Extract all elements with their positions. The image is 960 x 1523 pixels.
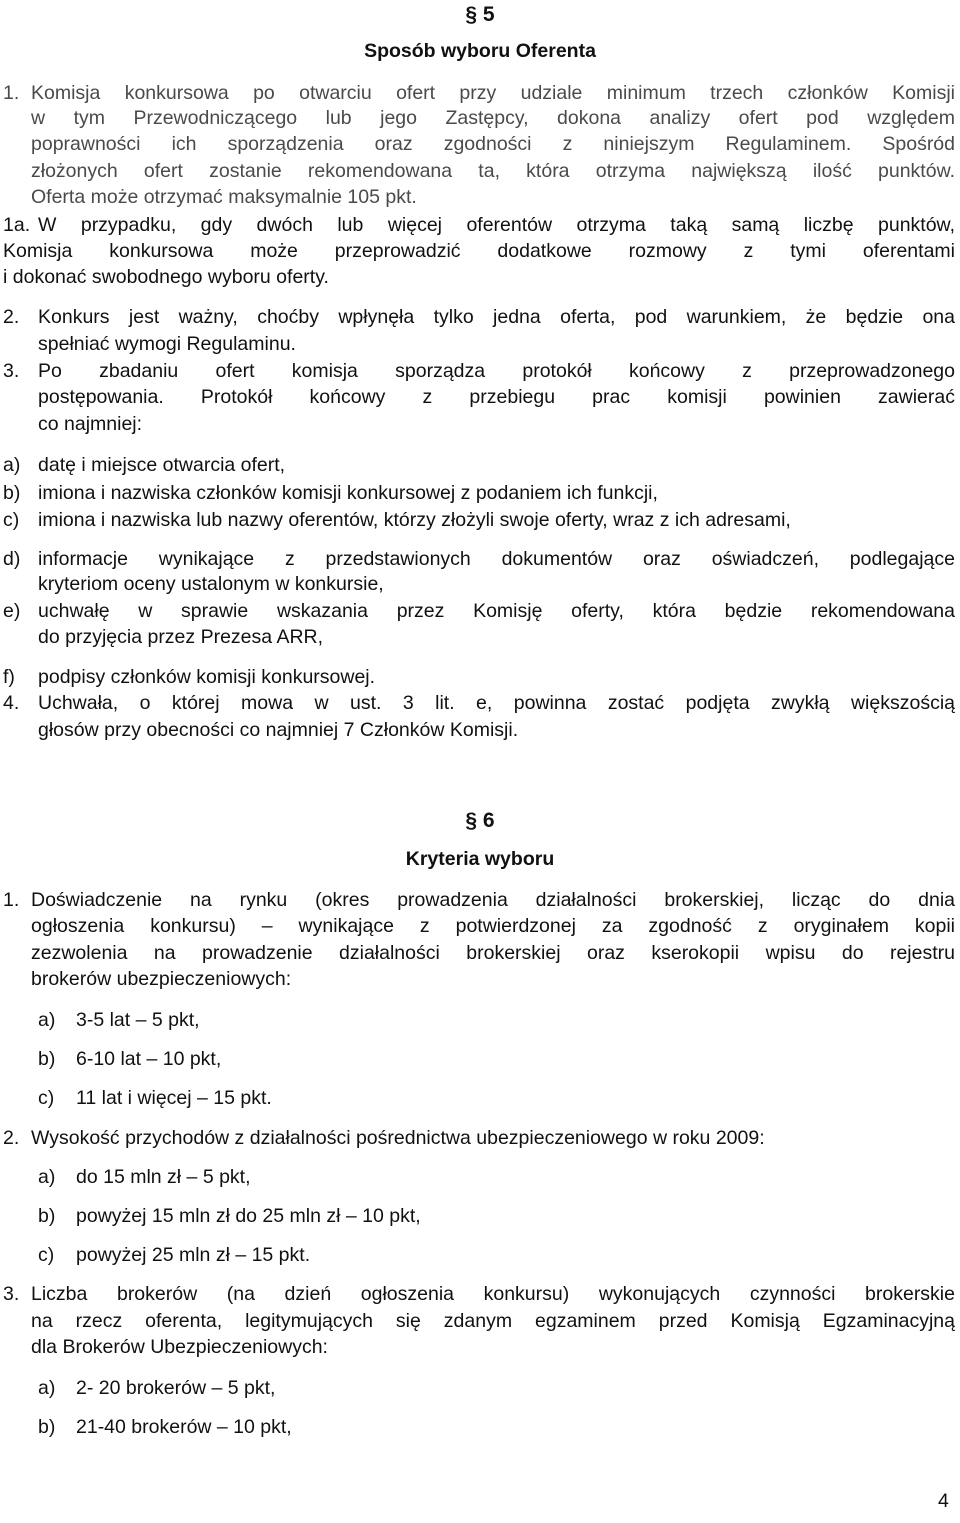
paragraph-number: 3. — [3, 1283, 20, 1305]
paragraph-number: 1a. — [3, 214, 31, 236]
list-item: datę i miejsce otwarcia ofert, — [38, 454, 286, 476]
paragraph-line: w tym Przewodniczącego lub jego Zastępcy, dokona analizy ofert pod względem — [31, 107, 955, 129]
paragraph-line: postępowania. Protokół końcowy z przebiegu prac komisji powinien zawierać — [38, 386, 955, 408]
list-item: informacje wynikające z przedstawionych dokumentów oraz oświadczeń, podlegające — [38, 548, 955, 570]
list-letter: a) — [38, 1377, 56, 1399]
paragraph-line: Uchwała, o której mowa w ust. 3 lit. e, powinna zostać podjęta zwykłą większością — [38, 692, 955, 714]
paragraph-line: Wysokość przychodów z działalności pośrednictwa ubezpieczeniowego w roku 2009: — [31, 1127, 765, 1149]
list-letter: a) — [3, 454, 21, 476]
paragraph-line: brokerów ubezpieczeniowych: — [31, 968, 292, 990]
list-letter: a) — [38, 1009, 56, 1031]
paragraph-number: 4. — [3, 692, 20, 714]
list-item: do 15 mln zł – 5 pkt, — [76, 1166, 251, 1188]
list-letter: c) — [38, 1244, 55, 1266]
paragraph-number: 1. — [3, 82, 20, 104]
paragraph-line: i dokonać swobodnego wyboru oferty. — [3, 266, 329, 288]
paragraph-line: Po zbadaniu ofert komisja sporządza protokół końcowy z przeprowadzonego — [38, 360, 955, 382]
list-letter: c) — [38, 1087, 55, 1109]
list-item: imiona i nazwiska lub nazwy oferentów, którzy złożyli swoje oferty, wraz z ich adresami, — [38, 509, 791, 531]
list-item: 21-40 brokerów – 10 pkt, — [76, 1416, 292, 1438]
paragraph-line: Komisja konkursowa po otwarciu ofert przy udziale minimum trzech członków Komisji — [31, 82, 955, 104]
list-item: uchwałę w sprawie wskazania przez Komisję oferty, która będzie rekomendowana — [38, 600, 955, 622]
list-item: 2- 20 brokerów – 5 pkt, — [76, 1377, 276, 1399]
list-item: 11 lat i więcej – 15 pkt. — [76, 1087, 272, 1109]
paragraph-line: ogłoszenia konkursu) – wynikające z potwierdzonej za zgodność z oryginałem kopii — [31, 915, 955, 937]
list-letter: e) — [3, 600, 21, 622]
paragraph-line: spełniać wymogi Regulaminu. — [38, 333, 296, 355]
list-letter: b) — [3, 482, 21, 504]
list-item: 3-5 lat – 5 pkt, — [76, 1009, 200, 1031]
list-letter: f) — [3, 666, 15, 688]
paragraph-number: 2. — [3, 1127, 20, 1149]
paragraph-line: dla Brokerów Ubezpieczeniowych: — [31, 1336, 328, 1358]
paragraph-line: głosów przy obecności co najmniej 7 Członków Komisji. — [38, 719, 519, 741]
list-letter: b) — [38, 1205, 56, 1227]
page-number: 4 — [938, 1490, 949, 1512]
section-5-title: Sposób wyboru Oferenta — [364, 40, 596, 62]
paragraph-number: 3. — [3, 360, 20, 382]
section-6-number: § 6 — [465, 809, 495, 832]
paragraph-line: na rzecz oferenta, legitymujących się zdanym egzaminem przed Komisją Egzaminacyjną — [31, 1310, 955, 1332]
paragraph-line: W przypadku, gdy dwóch lub więcej oferentów otrzyma taką samą liczbę punktów, — [38, 214, 955, 236]
list-item: kryteriom oceny ustalonym w konkursie, — [38, 573, 384, 595]
paragraph-line: zezwolenia na prowadzenie działalności brokerskiej oraz kserokopii wpisu do rejestru — [31, 942, 955, 964]
paragraph-number: 1. — [3, 889, 20, 911]
list-item: podpisy członków komisji konkursowej. — [38, 666, 376, 688]
paragraph-line: Doświadczenie na rynku (okres prowadzenia działalności brokerskiej, licząc do dnia — [31, 889, 955, 911]
section-6-title: Kryteria wyboru — [405, 848, 555, 870]
paragraph-line: Komisja konkursowa może przeprowadzić dodatkowe rozmowy z tymi oferentami — [3, 240, 955, 262]
list-item: do przyjęcia przez Prezesa ARR, — [38, 626, 324, 648]
list-letter: c) — [3, 509, 20, 531]
paragraph-line: złożonych ofert zostanie rekomendowana ta, która otrzyma największą ilość punktów. — [31, 160, 955, 182]
list-item: powyżej 25 mln zł – 15 pkt. — [76, 1244, 311, 1266]
list-letter: d) — [3, 548, 21, 570]
paragraph-line: Liczba brokerów (na dzień ogłoszenia konkursu) wykonujących czynności brokerskie — [31, 1283, 955, 1305]
paragraph-line: Oferta może otrzymać maksymalnie 105 pkt. — [31, 186, 417, 208]
list-item: imiona i nazwiska członków komisji konkursowej z podaniem ich funkcji, — [38, 482, 658, 504]
section-5-number: § 5 — [465, 3, 495, 26]
list-letter: a) — [38, 1166, 56, 1188]
paragraph-line: poprawności ich sporządzenia oraz zgodności z niniejszym Regulaminem. Spośród — [31, 133, 955, 155]
list-item: 6-10 lat – 10 pkt, — [76, 1048, 222, 1070]
list-letter: b) — [38, 1416, 56, 1438]
paragraph-number: 2. — [3, 306, 20, 328]
paragraph-line: co najmniej: — [38, 413, 143, 435]
paragraph-line: Konkurs jest ważny, choćby wpłynęła tylko jedna oferta, pod warunkiem, że będzie ona — [38, 306, 955, 328]
list-item: powyżej 15 mln zł do 25 mln zł – 10 pkt, — [76, 1205, 421, 1227]
list-letter: b) — [38, 1048, 56, 1070]
